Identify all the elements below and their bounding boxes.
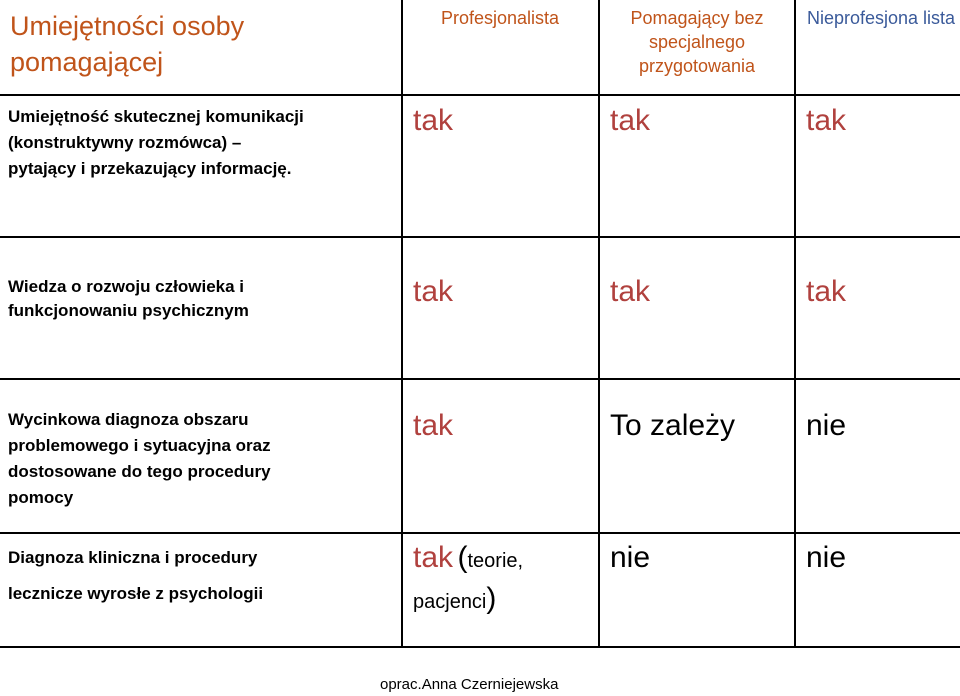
column-header-pomagajacy: Pomagający bez specjalnego przygotowania — [630, 8, 764, 76]
row-label-line: pytający i przekazujący informację. — [8, 159, 292, 178]
cell-value: nie — [610, 541, 651, 574]
table-divider — [794, 0, 796, 648]
cell-value: tak — [806, 275, 847, 308]
column-header-profesjonalista: Profesjonalista — [440, 8, 560, 28]
paren-close: ) — [486, 582, 497, 615]
row-label-diagnoza-kliniczna — [8, 540, 393, 612]
row-label-line: pomocy — [8, 488, 74, 507]
row-label-line: funkcjonowaniu psychicznym — [8, 301, 249, 320]
table-divider — [0, 532, 960, 534]
cell-note: teorie, — [467, 550, 524, 572]
cell-value: nie — [806, 409, 847, 442]
row-label-line: Wycinkowa diagnoza obszaru — [8, 410, 249, 429]
cell-value: tak — [610, 104, 651, 137]
row-label-line: Umiejętność skutecznej komunikacji — [8, 107, 304, 126]
cell-value-compound — [413, 540, 598, 622]
cell-value: To zależy — [610, 409, 736, 442]
page-title: Umiejętności osoby pomagającej — [10, 11, 245, 77]
row-label-line: Wiedza o rozwoju człowieka i — [8, 277, 244, 296]
row-label-wiedza — [8, 275, 393, 323]
row-label-komunikacja — [8, 104, 393, 182]
cell-value: tak — [413, 541, 454, 574]
column-header-nieprofesjonalista: Nieprofesjona lista — [806, 8, 956, 28]
table-divider — [0, 378, 960, 380]
cell-value: tak — [610, 275, 651, 308]
row-label-line: problemowego i sytuacyjna oraz — [8, 436, 271, 455]
row-label-line: dostosowane do tego procedury — [8, 462, 271, 481]
cell-value: nie — [806, 541, 847, 574]
row-label-line: (konstruktywny rozmówca) – — [8, 133, 242, 152]
table-divider — [0, 236, 960, 238]
row-label-diagnoza-wycinkowa — [8, 407, 393, 511]
footer-credit: oprac.Anna Czerniejewska — [380, 676, 559, 693]
table-divider — [0, 94, 960, 96]
row-label-line: lecznicze wyrosłe z psychologii — [8, 584, 264, 603]
cell-value: tak — [413, 275, 454, 308]
row-label-line: Diagnoza kliniczna i procedury — [8, 548, 258, 567]
cell-note: pacjenci — [413, 591, 487, 613]
cell-value: tak — [806, 104, 847, 137]
paren-open: ( — [457, 541, 468, 574]
table-divider — [401, 0, 403, 648]
cell-value: tak — [413, 104, 454, 137]
table-divider — [0, 646, 960, 648]
table-divider — [598, 0, 600, 648]
cell-value: tak — [413, 409, 454, 442]
